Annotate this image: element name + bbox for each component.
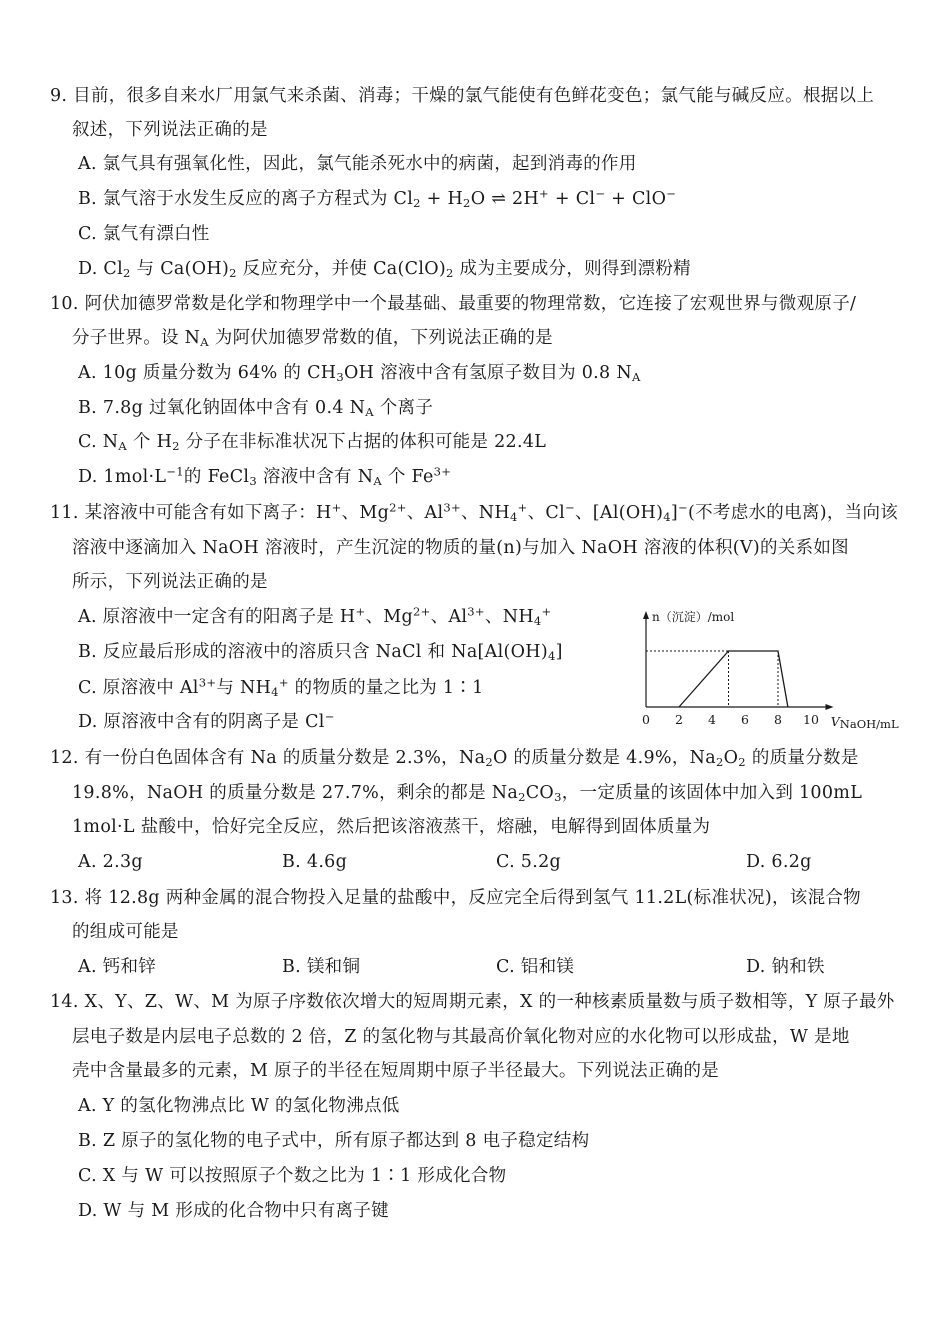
q11-stem-line1: 11. 某溶液中可能含有如下离子：H+、$Mg^{2+}$、$Al^{3+}$、$NH_4^+$、Cl−、$[Al(OH)_4]^-$(不考虑水的电离)，当向该 bbox=[50, 500, 899, 524]
q11-option-b: B. 反应最后形成的溶液中的溶质只含 NaCl 和 $Na[Al(OH)_4]$ bbox=[78, 642, 563, 663]
q12-option-c: C. 5.2g bbox=[496, 852, 562, 872]
q9-option-b: B. 氯气溶于水发生反应的离子方程式为 $Cl_2 + H_2O$ ⇌ 2H+ + Cl− + ClO− bbox=[78, 186, 677, 210]
q13-stem-line2: 的组成可能是 bbox=[72, 922, 179, 942]
q13-option-c: C. 铝和镁 bbox=[496, 957, 575, 977]
q12-option-b: B. 4.6g bbox=[282, 852, 348, 872]
q12-stem-line1: 12. 有一份白色固体含有 Na 的质量分数是 2.3%，$Na_2O$ 的质量分数是 4.9%，$Na_2O_2$ 的质量分数是 bbox=[50, 748, 859, 769]
q14-stem-line2: 层电子数是内层电子总数的 2 倍，Z 的氢化物与其最高价氧化物对应的水化物可以形成盐，W 是地 bbox=[72, 1027, 850, 1047]
q9-option-c: C. 氯气有漂白性 bbox=[78, 224, 210, 244]
q11-stem-line3: 所示，下列说法正确的是 bbox=[72, 572, 268, 592]
q11-stem-line2: 溶液中逐滴加入 NaOH 溶液时，产生沉淀的物质的量(n)与加入 NaOH 溶液的体积(V)的关系如图 bbox=[72, 538, 849, 558]
y-axis-arrow bbox=[643, 611, 649, 619]
x-tick-label: 10 bbox=[803, 712, 819, 727]
q14-stem-line3: 壳中含量最多的元素，M 原子的半径在短周期中原子半径最大。下列说法正确的是 bbox=[72, 1061, 720, 1081]
x-tick-label: 4 bbox=[708, 712, 716, 727]
x-tick-label: 8 bbox=[774, 712, 782, 727]
x-axis-label-v: V bbox=[830, 714, 840, 729]
q12-option-a: A. 2.3g bbox=[78, 852, 143, 872]
x-tick-label: 6 bbox=[741, 712, 749, 727]
q9-option-a: A. 氯气具有强氧化性，因此，氯气能杀死水中的病菌，起到消毒的作用 bbox=[78, 154, 637, 174]
q12-stem-line3: 1mol·L 盐酸中，恰好完全反应，然后把该溶液蒸干，熔融，电解得到固体质量为 bbox=[72, 817, 711, 837]
q9-option-d: D. $Cl_2$ 与 $Ca(OH)_2$ 反应充分，并使 $Ca(ClO)_2$ 成为主要成分，则得到漂粉精 bbox=[78, 259, 691, 280]
q11-option-a: A. 原溶液中一定含有的阳离子是 H+、$Mg^{2+}$、$Al^{3+}$、$NH_4^+$ bbox=[78, 604, 552, 628]
q14-stem-line1: 14. X、Y、Z、W、M 为原子序数依次增大的短周期元素，X 的一种核素质量数与质子数相等，Y 原子最外 bbox=[50, 992, 895, 1012]
precipitate-line bbox=[679, 651, 788, 707]
q12-stem-line2: 19.8%，NaOH 的质量分数是 27.7%，剩余的都是 $Na_2CO_3$，一定质量的该固体中加入到 100mL bbox=[72, 783, 863, 804]
q10-option-a: A. 10g 质量分数为 64% 的 $CH_3OH$ 溶液中含有氢原子数目为 0.8 $N_A$ bbox=[78, 363, 641, 384]
q13-option-d: D. 钠和铁 bbox=[746, 957, 825, 977]
q14-option-b: B. Z 原子的氢化物的电子式中，所有原子都达到 8 电子稳定结构 bbox=[78, 1131, 590, 1151]
q12-option-d: D. 6.2g bbox=[746, 852, 812, 872]
q13-option-a: A. 钙和锌 bbox=[78, 957, 157, 977]
q14-option-c: C. X 与 W 可以按照原子个数之比为 1∶1 形成化合物 bbox=[78, 1166, 507, 1186]
q13-stem-line1: 13. 将 12.8g 两种金属的混合物投入足量的盐酸中，反应完全后得到氢气 11.2L(标准状况)，该混合物 bbox=[50, 888, 861, 908]
q11-option-c: C. 原溶液中 $Al^{3+}$与 $NH_4^+$ 的物质的量之比为 1∶1 bbox=[78, 675, 484, 699]
precipitate-chart bbox=[630, 603, 910, 743]
q14-option-d: D. W 与 M 形成的化合物中只有离子键 bbox=[78, 1201, 389, 1221]
q10-stem-line2: 分子世界。设 $N_A$ 为阿伏加德罗常数的值，下列说法正确的是 bbox=[72, 328, 553, 349]
q10-option-b: B. 7.8g 过氧化钠固体中含有 0.4 $N_A$ 个离子 bbox=[78, 398, 434, 419]
q10-option-d: D. $1mol\cdot L^{-1}$的 FeCl$_3$ 溶液中含有 $N_A$ 个 $Fe^{3+}$ bbox=[78, 464, 452, 488]
y-axis-label: n（沉淀）/mol bbox=[652, 610, 735, 624]
q9-stem-line2: 叙述，下列说法正确的是 bbox=[72, 120, 268, 140]
q10-option-c: C. $N_A$ 个 $H_2$ 分子在非标准状况下占据的体积可能是 22.4L bbox=[78, 432, 547, 453]
x-tick-label: 2 bbox=[675, 712, 683, 727]
x-axis-arrow bbox=[826, 704, 834, 710]
q14-option-a: A. Y 的氢化物沸点比 W 的氢化物沸点低 bbox=[78, 1096, 400, 1116]
q9-stem-line1: 9. 目前，很多自来水厂用氯气来杀菌、消毒；干燥的氯气能使有色鲜花变色；氯气能与碱反应。根据以上 bbox=[50, 86, 875, 106]
x-axis-label-unit: NaOH/mL bbox=[839, 717, 899, 731]
x-tick-label: 0 bbox=[642, 712, 650, 727]
q10-stem-line1: 10. 阿伏加德罗常数是化学和物理学中一个最基础、最重要的物理常数，它连接了宏观世界与微观原子/ bbox=[50, 294, 857, 314]
q11-option-d: D. 原溶液中含有的阴离子是 Cl− bbox=[78, 709, 335, 732]
q13-option-b: B. 镁和铜 bbox=[282, 957, 361, 977]
